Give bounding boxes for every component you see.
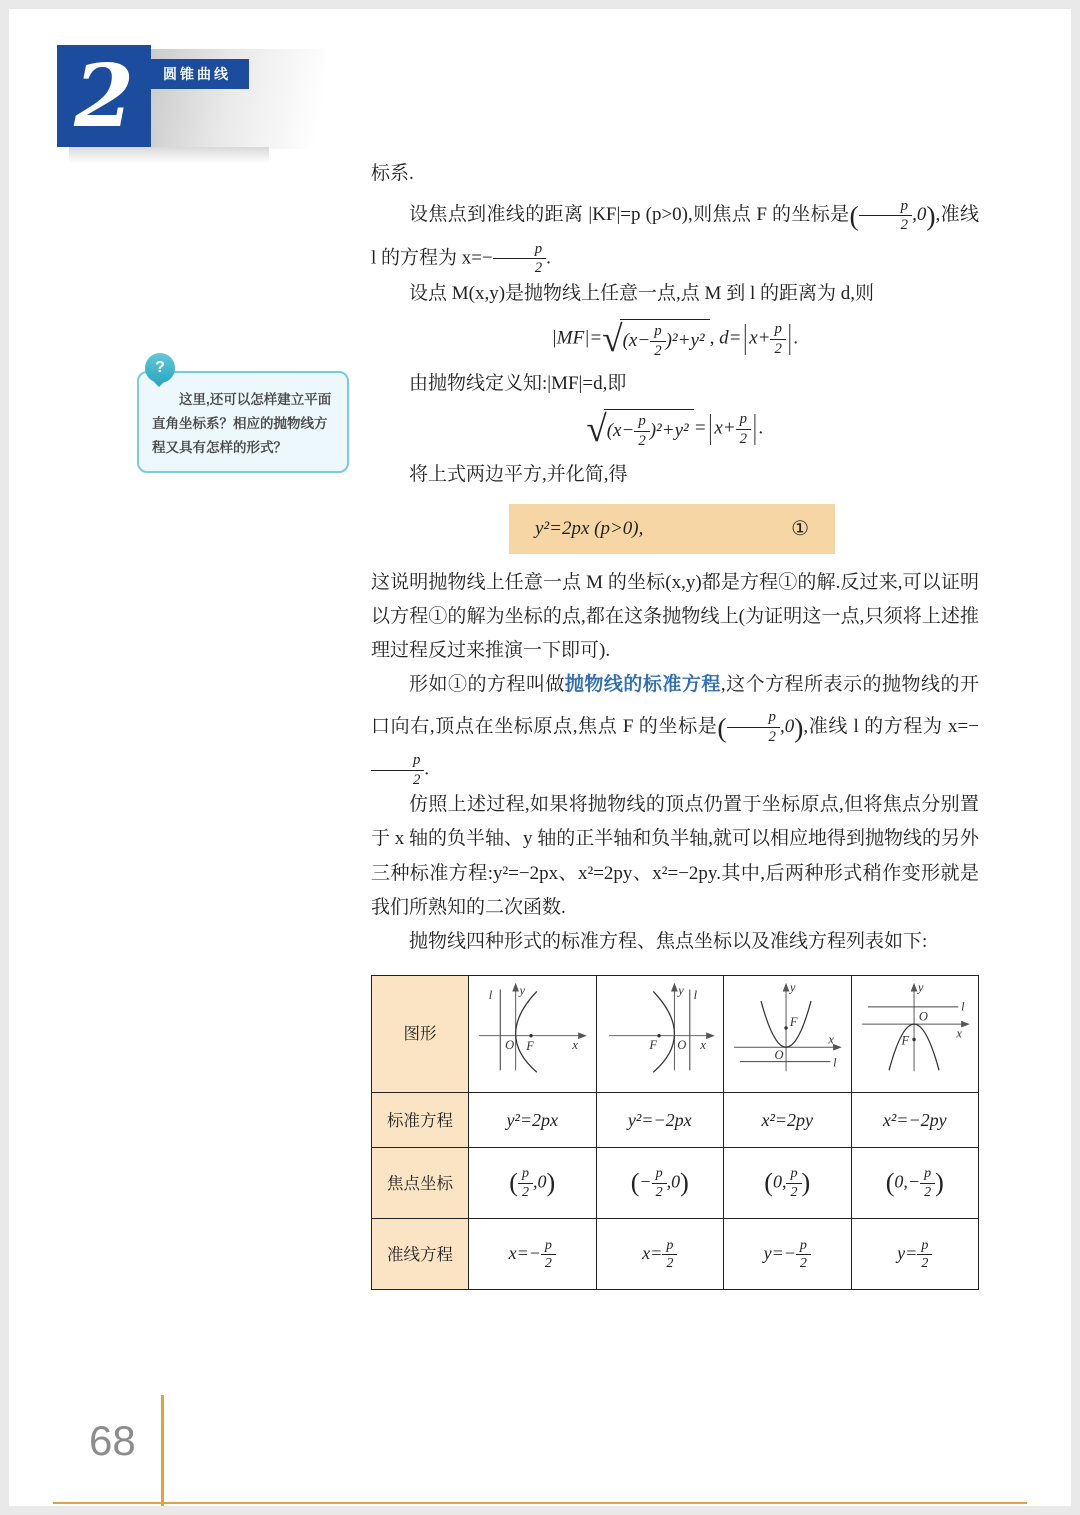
page-number-divider <box>161 1395 164 1507</box>
axis-label-x: x <box>572 1038 579 1053</box>
focus-label: F <box>901 1033 909 1048</box>
bottom-rule <box>53 1502 1027 1504</box>
formula-separator: , d= <box>709 327 742 349</box>
focus-label: F <box>649 1038 657 1053</box>
standard-equation-cell: y²=2px <box>469 1093 597 1148</box>
table-row-header: 图形 <box>372 976 469 1093</box>
focus-coordinate-cell: ( $\frac{p}{2}$ ,0) <box>469 1148 597 1219</box>
focus-coordinate-cell: (0, $\frac{p}{2}$ ) <box>724 1148 852 1219</box>
equation-number-tag: ① <box>791 517 809 540</box>
fraction-p-over-2: $\frac{p}{2}$ <box>518 1166 533 1200</box>
formula-mf-distance: |MF|= √ (x− $\frac{p}{2}$ )²+y² , d= | x+ $\frac{p}{2}$ | . <box>371 319 979 359</box>
directrix-label: l <box>960 999 965 1014</box>
text-segment: ,0 <box>779 715 795 737</box>
table-row-header: 标准方程 <box>372 1093 469 1148</box>
paragraph-standard-form <box>371 668 979 788</box>
table-row-focus-coordinates <box>372 1148 979 1219</box>
main-text-column <box>371 157 979 1290</box>
fraction-p-over-2: $\frac{p}{2}$ <box>736 411 751 447</box>
origin-label: O <box>918 1009 928 1024</box>
axis-label-y: y <box>519 983 526 998</box>
directrix-label: l <box>693 988 697 1003</box>
directrix-label: l <box>488 988 493 1003</box>
directrix-equation-cell: x=− $\frac{p}{2}$ <box>469 1219 597 1290</box>
fraction-p-over-2: $\frac{p}{2}$ <box>859 198 912 234</box>
chapter-title: 圆锥曲线 <box>151 59 249 89</box>
parabola-open-right-diagram <box>473 978 591 1078</box>
axis-label-x: x <box>700 1038 706 1053</box>
text-segment: ,准线 l 的方程为 x=− <box>803 715 979 737</box>
square-root: √ (x− $\frac{p}{2}$ )²+y² <box>602 319 709 359</box>
abs-bar: | <box>753 409 757 448</box>
text-segment: ,这个方程所表示的抛物线的开口向右,顶点在坐标原点,焦点 F 的坐标是 <box>371 674 979 737</box>
origin-label: O <box>677 1038 687 1053</box>
parabola-open-left-diagram <box>601 978 719 1078</box>
chapter-banner-shadow-lower <box>69 147 269 165</box>
square-root: √ (x− $\frac{p}{2}$ )²+y² <box>586 409 693 449</box>
fraction-p-over-2: $\frac{p}{2}$ <box>770 321 785 357</box>
table-row-header: 焦点坐标 <box>372 1148 469 1219</box>
question-mark-icon <box>145 353 175 383</box>
fraction-p-over-2: $\frac{p}{2}$ <box>920 1166 935 1200</box>
text-segment: 形如①的方程叫做 <box>409 674 565 696</box>
fraction-p-over-2: $\frac{p}{2}$ <box>662 1238 677 1272</box>
standard-equation-highlight <box>509 504 835 554</box>
axis-label-y: y <box>917 980 924 995</box>
bubble-text: 这里,还可以怎样建立平面直角坐标系？相应的抛物线方程又具有怎样的形式？ <box>152 392 332 456</box>
fraction-p-over-2: $\frac{p}{2}$ <box>917 1238 932 1272</box>
parabola-standard-forms-table <box>371 975 979 1290</box>
directrix-label: l <box>833 1055 837 1070</box>
focus-label: F <box>526 1039 535 1054</box>
margin-question-bubble <box>137 358 349 473</box>
text-segment: ,准线 l 的方程为 x=− <box>371 204 979 269</box>
diagram-cell <box>596 976 724 1093</box>
chapter-number: 2 <box>74 45 134 147</box>
fraction-p-over-2: $\frac{p}{2}$ <box>634 413 649 449</box>
axis-label-x: x <box>828 1032 835 1047</box>
paragraph-definition: 由抛物线定义知:|MF|=d,即 <box>409 373 627 395</box>
table-row-standard-equations <box>372 1093 979 1148</box>
focus-coordinate-cell: (− $\frac{p}{2}$ ,0) <box>596 1148 724 1219</box>
text-segment: . <box>424 758 430 780</box>
radical-sign: √ <box>586 409 607 450</box>
origin-label: O <box>505 1038 515 1053</box>
equals-sign: = <box>693 417 707 439</box>
parabola-open-up-diagram <box>728 978 846 1078</box>
axis-label-y: y <box>790 980 796 995</box>
text-segment: 设焦点到准线的距离 |KF|=p (p>0),则焦点 F 的坐标是 <box>409 204 850 226</box>
question-mark-glyph: ? <box>155 358 165 376</box>
paragraph-point-m: 设点 M(x,y)是抛物线上任意一点,点 M 到 l 的距离为 d,则 <box>409 282 874 304</box>
formula-lhs: |MF|= <box>551 327 603 349</box>
standard-equation-cell: y²=−2px <box>596 1093 724 1148</box>
paragraph-focus-distance <box>371 191 979 277</box>
right-paren: ) <box>926 200 936 232</box>
radical-sign: √ <box>602 318 623 360</box>
fraction-p-over-2: $\frac{p}{2}$ <box>786 1166 801 1200</box>
focus-coordinate-cell: (0,− $\frac{p}{2}$ ) <box>851 1148 979 1219</box>
paragraph-continuation: 标系. <box>371 163 414 184</box>
fraction-p-over-2: $\frac{p}{2}$ <box>727 709 780 745</box>
directrix-equation-cell: x= $\frac{p}{2}$ <box>596 1219 724 1290</box>
paragraph-square-both-sides: 将上式两边平方,并化简,得 <box>409 463 628 485</box>
parabola-open-down-diagram <box>856 978 974 1078</box>
abs-bar: | <box>743 319 748 358</box>
directrix-equation-cell: y= $\frac{p}{2}$ <box>851 1219 979 1290</box>
fraction-p-over-2: $\frac{p}{2}$ <box>541 1238 556 1272</box>
fraction-p-over-2: $\frac{p}{2}$ <box>652 1166 667 1200</box>
abs-bar: | <box>708 409 713 448</box>
standard-equation-cell: x²=−2py <box>851 1093 979 1148</box>
chapter-number-badge <box>57 45 151 147</box>
axis-label-x: x <box>956 1026 962 1041</box>
focus-label: F <box>790 1015 798 1030</box>
key-term-standard-equation: 抛物线的标准方程 <box>564 674 721 696</box>
table-row-graphs <box>372 976 979 1093</box>
page-number: 68 <box>89 1417 136 1464</box>
text-segment: . <box>546 247 551 269</box>
highlighted-equation: y²=2px (p>0), <box>535 517 644 539</box>
paragraph-other-forms: 仿照上述过程,如果将抛物线的顶点仍置于坐标原点,但将焦点分别置于 x 轴的负半轴、y 轴的正半轴和负半轴,就可以相应地得到抛物线的另外三种标准方程:y²=−2px、x²=2py、x²=−2py.其中,后两种形式稍作变形就是我们所熟知的二次函数. <box>371 794 980 918</box>
table-row-directrix-equations <box>372 1219 979 1290</box>
axis-label-y: y <box>678 983 684 998</box>
right-paren: ) <box>794 711 804 743</box>
directrix-equation-cell: y=− $\frac{p}{2}$ <box>724 1219 852 1290</box>
paragraph-solution-explanation: 这说明抛物线上任意一点 M 的坐标(x,y)都是方程①的解.反过来,可以证明以方程①的解为坐标的点,都在这条抛物线上(为证明这一点,只须将上述推理过程反过来推演一下即可). <box>371 571 979 662</box>
paragraph-table-intro: 抛物线四种形式的标准方程、焦点坐标以及准线方程列表如下: <box>409 931 928 953</box>
origin-label: O <box>774 1047 784 1062</box>
left-paren: ( <box>849 200 859 232</box>
left-paren: ( <box>717 711 727 743</box>
fraction-p-over-2: $\frac{p}{2}$ <box>493 241 546 277</box>
table-row-header: 准线方程 <box>372 1219 469 1290</box>
fraction-p-over-2: $\frac{p}{2}$ <box>796 1238 811 1272</box>
formula-sqrt-equation: √ (x− $\frac{p}{2}$ )²+y² = | x+ $\frac{p}{2}$ | . <box>371 409 979 449</box>
diagram-cell <box>469 976 597 1093</box>
abs-bar: | <box>787 319 792 358</box>
text-segment: ,0 <box>912 204 927 226</box>
fraction-p-over-2: $\frac{p}{2}$ <box>650 323 665 359</box>
diagram-cell <box>724 976 852 1093</box>
diagram-cell <box>851 976 979 1093</box>
standard-equation-cell: x²=2py <box>724 1093 852 1148</box>
fraction-p-over-2: $\frac{p}{2}$ <box>371 752 424 788</box>
